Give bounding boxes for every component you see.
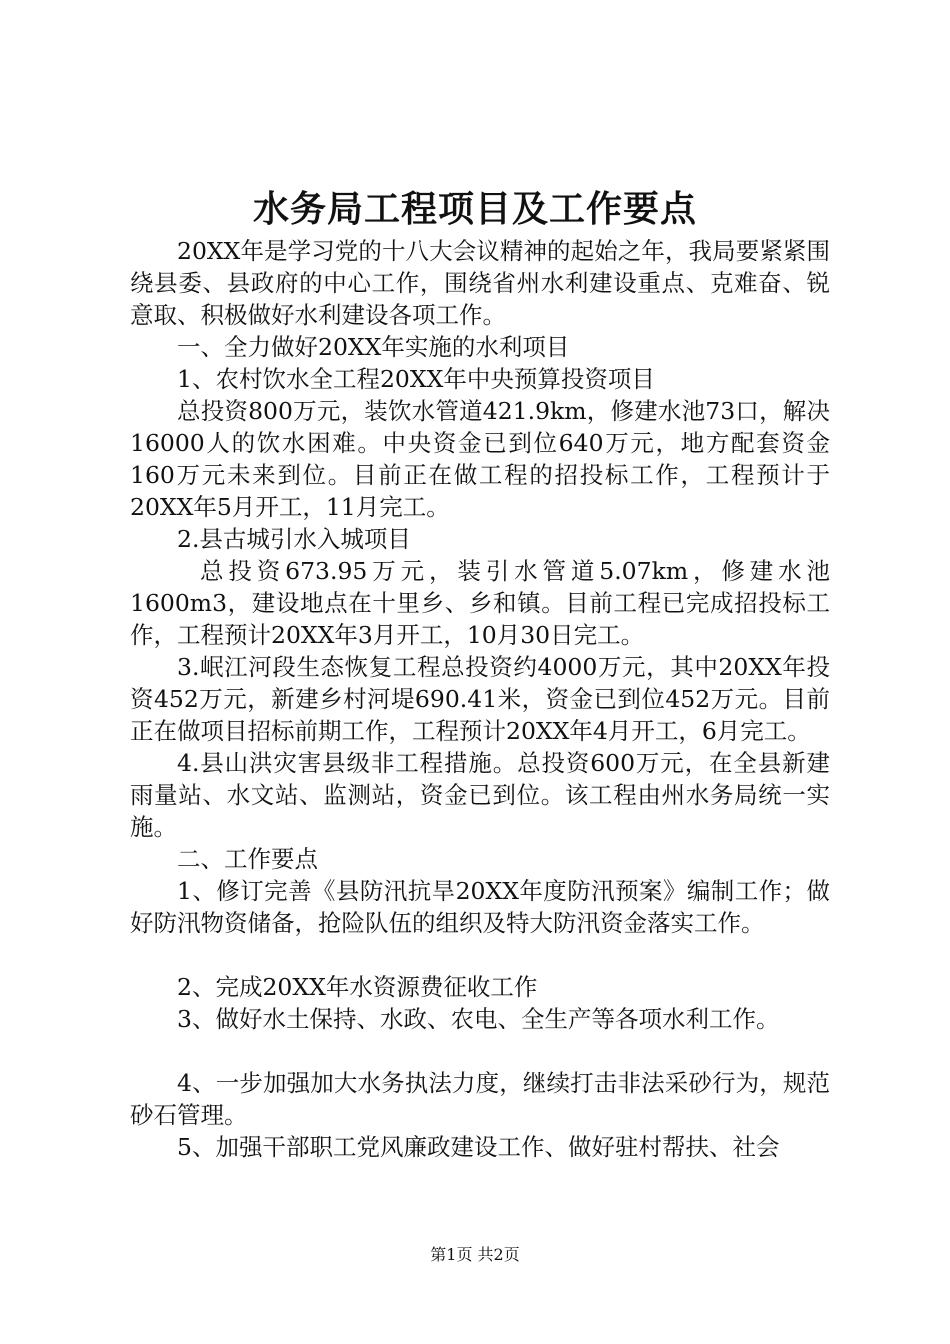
work-point-2: 2、完成20XX年水资源费征收工作: [177, 973, 538, 1001]
work-point-3: 3、做好水土保持、水政、农电、全生产等各项水利工作。: [177, 1005, 780, 1033]
item-heading-2: 2.县古城引水入城项目: [177, 525, 411, 553]
document-title: 水务局工程项目及工作要点: [252, 188, 697, 230]
work-point-1: 1、修订完善《县防汛抗旱20XX年度防汛预案》编制工作；做好防汛物资储备，抢险队伍的组织及特大防汛资金落实工作。: [130, 877, 830, 937]
section-heading-1: 一、全力做好20XX年实施的水利项目: [177, 333, 570, 361]
paragraph-item-4: 4.县山洪灾害县级非工程措施。总投资600万元，在全县新建雨量站、水文站、监测站，资金已到位。该工程由州水务局统一实施。: [130, 749, 830, 841]
work-point-4: 4、一步加强加大水务执法力度，继续打击非法采砂行为，规范砂石管理。: [130, 1069, 830, 1129]
paragraph-item-3: 3.岷江河段生态恢复工程总投资约4000万元，其中20XX年投资452万元，新建乡村河堤690.41米，资金已到位452万元。目前正在做项目招标前期工作，工程预计20XX年4月开工，6月完工。: [130, 653, 830, 745]
work-point-5: 5、加强干部职工党风廉政建设工作、做好驻村帮扶、社会: [177, 1133, 780, 1161]
item-heading-1: 1、农村饮水全工程20XX年中央预算投资项目: [177, 365, 655, 393]
paragraph-item-1: 总投资800万元，装饮水管道421.9km，修建水池73口，解决16000人的饮水困难。中央资金已到位640万元，地方配套资金160万元未来到位。目前正在做工程的招投标工作，工程预计于20XX年5月开工，11月完工。: [130, 397, 830, 521]
section-heading-2: 二、工作要点: [177, 845, 318, 873]
page-footer: 第1页 共2页: [430, 1245, 520, 1264]
paragraph-intro: 20XX年是学习党的十八大会议精神的起始之年，我局要紧紧围绕县委、县政府的中心工作，围绕省州水利建设重点、克难奋、锐意取、积极做好水利建设各项工作。: [130, 237, 830, 329]
paragraph-item-2: 总投资673.95万元，装引水管道5.07km，修建水池1600m3，建设地点在十里乡、乡和镇。目前工程已完成招投标工作，工程预计20XX年3月开工，10月30日完工。: [130, 557, 830, 649]
document-body: [130, 235, 830, 1163]
